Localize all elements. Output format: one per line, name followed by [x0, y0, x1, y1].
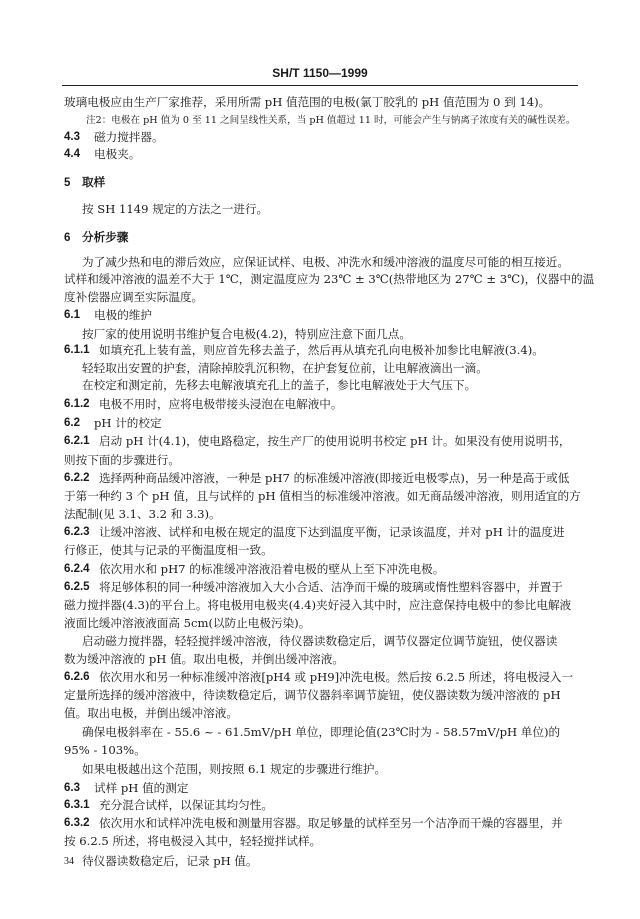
line-text: 启动 pH 计(4.1)，使电路稳定，按生产厂的使用说明书校定 pH 计。如果没有使用说明书，	[99, 434, 571, 448]
line-text: 法配制(见 3.1、3.2 和 3.3)。	[64, 507, 221, 521]
page-number: 34	[64, 856, 74, 867]
line-text: 轻轻取出安置的护套，清除掉胶乳沉积物，在护套复位前，让电解液滴出一滴。	[82, 361, 488, 375]
section-number: 4.4	[64, 148, 80, 160]
line-text: 电极不用时，应将电极带接头浸泡在电解液中。	[99, 397, 343, 411]
line-text: 数为缓冲溶液的 pH 值。取出电极，并倒出缓冲溶液。	[64, 652, 344, 666]
section-number: 6.1.1	[64, 344, 90, 356]
line-text: 将足够体积的同一种缓冲溶液加入大小合适、洁净而干燥的玻璃或惰性塑料容器中，并置于	[99, 580, 563, 594]
section-number: 6.2.5	[64, 581, 90, 593]
line-text: 值。取出电极，并倒出缓冲溶液。	[64, 706, 238, 720]
line-text: 待仪器读数稳定后，记录 pH 值。	[82, 854, 258, 868]
line-text: 依次用水和另一种标准缓冲溶液[pH4 或 pH9]冲洗电极。然后按 6.2.5 所述，将电极浸入一	[99, 670, 574, 684]
section-number: 6.2.6	[64, 671, 90, 683]
line-text: 让缓冲溶液、试样和电极在规定的温度下达到温度平衡，记录该温度，并对 pH 计的温度进	[99, 525, 565, 539]
line-text: 选择两种商品缓冲溶液，一种是 pH7 的标准缓冲溶液(即接近电极零点)，另一种是高于或低	[99, 471, 570, 485]
line-text: 定量所选择的缓冲溶液中，待读数稳定后，调节仪器斜率调节旋钮，使仪器读数为缓冲溶液的 pH	[64, 688, 561, 702]
line-text: 取样	[82, 176, 106, 189]
section-number: 4.3	[64, 131, 80, 143]
line-text: 分析步骤	[82, 231, 129, 244]
line-text: 如填充孔上装有盖，则应首先移去盖子，然后再从填充孔向电极补加参比电解液(3.4)。	[99, 343, 544, 357]
line-text: 启动磁力搅拌器，轻轻搅拌缓冲溶液，待仪器读数稳定后，调节仪器定位调节旋钮，使仪器读	[82, 634, 558, 648]
section-number: 5	[64, 177, 71, 189]
line-text: 在校定和测定前，先移去电解液填充孔上的盖子，参比电解液处于大气压下。	[82, 378, 477, 392]
line-text: 如果电极越出这个范围，则按照 6.1 规定的步骤进行维护。	[82, 762, 387, 776]
line-text: 试样和缓冲溶液的温差不大于 1℃，测定温度应为 23℃ ± 3℃(热带地区为 27℃ ± 3℃)，仪器中的温	[64, 272, 595, 286]
running-header: SH/T 1150—1999	[272, 66, 368, 80]
line-text: 行修正，使其与记录的平衡温度相一致。	[64, 543, 273, 557]
section-number: 6.3.2	[64, 817, 90, 829]
line-text: 玻璃电极应由生产厂家推荐，采用所需 pH 值范围的电极(氯丁胶乳的 pH 值范围为 0 到 14)。	[64, 95, 551, 109]
line-text: pH 计的校定	[94, 416, 162, 430]
line-text: 为了减少热和电的滞后效应，应保证试样、电极、冲洗水和缓冲溶液的温度尽可能的相互接近。	[82, 255, 569, 269]
line-text: 按 6.2.5 所述，将电极浸入其中，轻轻搅拌试样。	[64, 834, 322, 848]
line-text: 液面比缓冲溶液液面高 5cm(以防止电极污染)。	[64, 616, 311, 630]
line-text: 依次用水和试样冲洗电极和测量用容器。取足够量的试样至另一个洁净而干燥的容器里，并	[99, 816, 563, 830]
header-rule	[62, 85, 578, 86]
line-text: 试样 pH 值的测定	[94, 781, 189, 795]
line-text: 依次用水和 pH7 的标准缓冲溶液沿着电极的壁从上至下冲洗电极。	[99, 562, 445, 576]
line-text: 95% - 103%。	[64, 743, 146, 757]
section-number: 6.1	[64, 309, 80, 321]
section-number: 6.2.1	[64, 435, 90, 447]
line-text: 磁力搅拌器。	[94, 130, 164, 144]
line-text: 电极的维护	[94, 308, 152, 322]
section-number: 6.2	[64, 417, 80, 429]
line-text: 则按下面的步骤进行。	[64, 453, 180, 467]
section-number: 6	[64, 232, 71, 244]
line-text: 于第一种约 3 个 pH 值，且与试样的 pH 值相当的标准缓冲溶液。如无商品缓冲溶液，则用适宜的方	[64, 489, 581, 503]
line-text: 按 SH 1149 规定的方法之一进行。	[82, 202, 269, 216]
line-text: 电极夹。	[94, 147, 141, 161]
section-number: 6.3	[64, 782, 80, 794]
section-number: 6.3.1	[64, 799, 90, 811]
line-text: 按厂家的使用说明书维护复合电极(4.2)，特别应注意下面几点。	[82, 327, 411, 341]
line-text: 确保电极斜率在 - 55.6 ~ - 61.5mV/pH 单位，即理论值(23℃时为 - 58.57mV/pH 单位)的	[82, 725, 561, 739]
line-text: 磁力搅拌器(4.3)的平台上。将电极用电极夹(4.4)夹好浸入其中时，应注意保持电极中的参比电解液	[64, 598, 572, 612]
section-number: 6.2.3	[64, 526, 90, 538]
line-text: 充分混合试样，以保证其均匀性。	[99, 798, 273, 812]
section-number: 6.1.2	[64, 398, 90, 410]
section-number: 6.2.2	[64, 472, 90, 484]
line-text: 注2：电极在 pH 值为 0 至 11 之间呈线性关系，当 pH 值超过 11 时，可能会产生与钠离子浓度有关的碱性误差。	[86, 115, 576, 126]
line-text: 度补偿器应调至实际温度。	[64, 290, 204, 304]
section-number: 6.2.4	[64, 563, 90, 575]
